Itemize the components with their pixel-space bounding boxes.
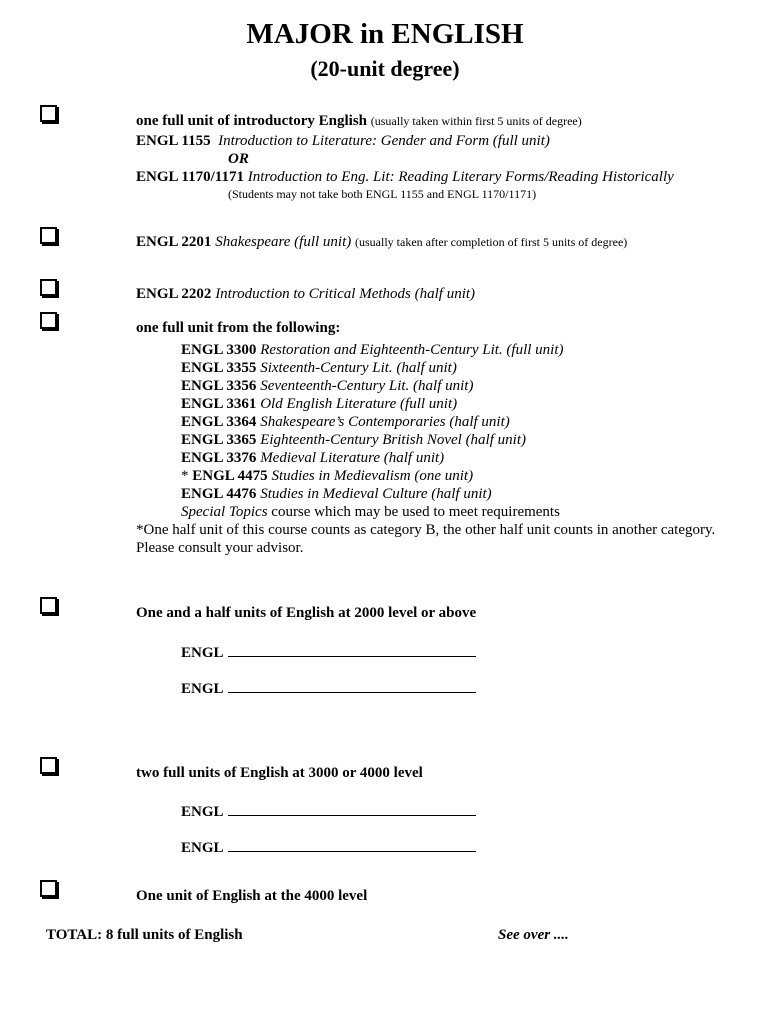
intro-option-2 (136, 168, 674, 186)
course-list-item (181, 359, 457, 377)
footnote-line-1: *One half unit of this course counts as category B, the other half unit counts in another category. (136, 522, 716, 538)
checkbox-shakespeare[interactable] (40, 227, 57, 244)
level-3000-heading: two full units of English at 3000 or 4000 level (136, 765, 423, 781)
engl-blank-row (181, 802, 476, 821)
course-code: ENGL 1170/1171 (136, 169, 244, 185)
special-topics-line (181, 503, 560, 521)
level-4000-heading: One unit of English at the 4000 level (136, 888, 368, 904)
course-title: Restoration and Eighteenth-Century Lit. (full unit) (260, 342, 564, 358)
see-over-note: See over .... (498, 927, 569, 943)
intro-heading-note: (usually taken within first 5 units of degree) (370, 114, 582, 128)
course-title: Studies in Medieval Culture (half unit) (260, 486, 492, 502)
course-code: ENGL 4475 (192, 468, 268, 484)
course-code: ENGL 3361 (181, 396, 257, 412)
intro-option-1 (136, 132, 550, 150)
course-list-item (181, 413, 510, 431)
total-units: TOTAL: 8 full units of English (46, 927, 243, 943)
course-list-item (181, 341, 564, 359)
page-title: MAJOR in ENGLISH (246, 18, 524, 50)
following-heading: one full unit from the following: (136, 320, 341, 336)
course-code: ENGL 3300 (181, 342, 257, 358)
special-topics-label: Special Topics (181, 504, 268, 520)
intro-or: OR (228, 151, 249, 167)
course-title: Eighteenth-Century British Novel (half unit) (260, 432, 526, 448)
checkbox-4000-level[interactable] (40, 880, 57, 897)
engl-blank-row (181, 643, 476, 662)
course-code: ENGL 3376 (181, 450, 257, 466)
course-title: Sixteenth-Century Lit. (half unit) (260, 360, 457, 376)
course-blank-line[interactable] (228, 802, 476, 816)
course-list-item (181, 395, 457, 413)
checkbox-2000-level[interactable] (40, 597, 57, 614)
checkbox-following[interactable] (40, 312, 57, 329)
footnote-line-2: Please consult your advisor. (136, 540, 304, 556)
special-topics-text: course which may be used to meet requirements (267, 504, 560, 520)
checkbox-intro[interactable] (40, 105, 57, 122)
course-code: ENGL 4476 (181, 486, 257, 502)
page-subtitle: (20-unit degree) (310, 56, 460, 81)
shakespeare-line (136, 233, 627, 251)
intro-heading (136, 112, 582, 130)
course-title: Introduction to Literature: Gender and Form (full unit) (218, 133, 550, 149)
critical-methods-line (136, 285, 475, 303)
engl-blank-row (181, 838, 476, 857)
engl-label: ENGL (181, 681, 224, 697)
course-title: Introduction to Critical Methods (half unit) (215, 286, 476, 302)
course-title: Old English Literature (full unit) (260, 396, 458, 412)
course-title: Shakespeare’s Contemporaries (half unit) (260, 414, 510, 430)
engl-blank-row (181, 679, 476, 698)
course-list-item (181, 449, 444, 467)
course-list-item (181, 467, 473, 485)
course-blank-line[interactable] (228, 643, 476, 657)
course-title: Studies in Medievalism (one unit) (271, 468, 474, 484)
engl-label: ENGL (181, 804, 224, 820)
course-list-item (181, 377, 473, 395)
level-2000-heading: One and a half units of English at 2000 level or above (136, 605, 477, 621)
course-list-item (181, 431, 526, 449)
checkbox-critical-methods[interactable] (40, 279, 57, 296)
course-title: Seventeenth-Century Lit. (half unit) (260, 378, 474, 394)
engl-label: ENGL (181, 645, 224, 661)
course-title: Medieval Literature (half unit) (260, 450, 445, 466)
course-prefix: * (181, 468, 193, 484)
course-code: ENGL 1155 (136, 133, 211, 149)
course-code: ENGL 3364 (181, 414, 257, 430)
intro-heading-text: one full unit of introductory English (136, 113, 368, 129)
course-code: ENGL 3355 (181, 360, 257, 376)
course-code: ENGL 2202 (136, 286, 212, 302)
course-blank-line[interactable] (228, 679, 476, 693)
course-title: Shakespeare (full unit) (215, 234, 352, 250)
checkbox-3000-level[interactable] (40, 757, 57, 774)
shakespeare-note: (usually taken after completion of first 5 units of degree) (355, 235, 628, 249)
intro-note: (Students may not take both ENGL 1155 and ENGL 1170/1171) (228, 187, 537, 201)
course-code: ENGL 3365 (181, 432, 257, 448)
engl-label: ENGL (181, 840, 224, 856)
course-blank-line[interactable] (228, 838, 476, 852)
course-title: Introduction to Eng. Lit: Reading Literary Forms/Reading Historically (247, 169, 674, 185)
course-list-item (181, 485, 492, 503)
course-code: ENGL 2201 (136, 234, 212, 250)
course-code: ENGL 3356 (181, 378, 257, 394)
